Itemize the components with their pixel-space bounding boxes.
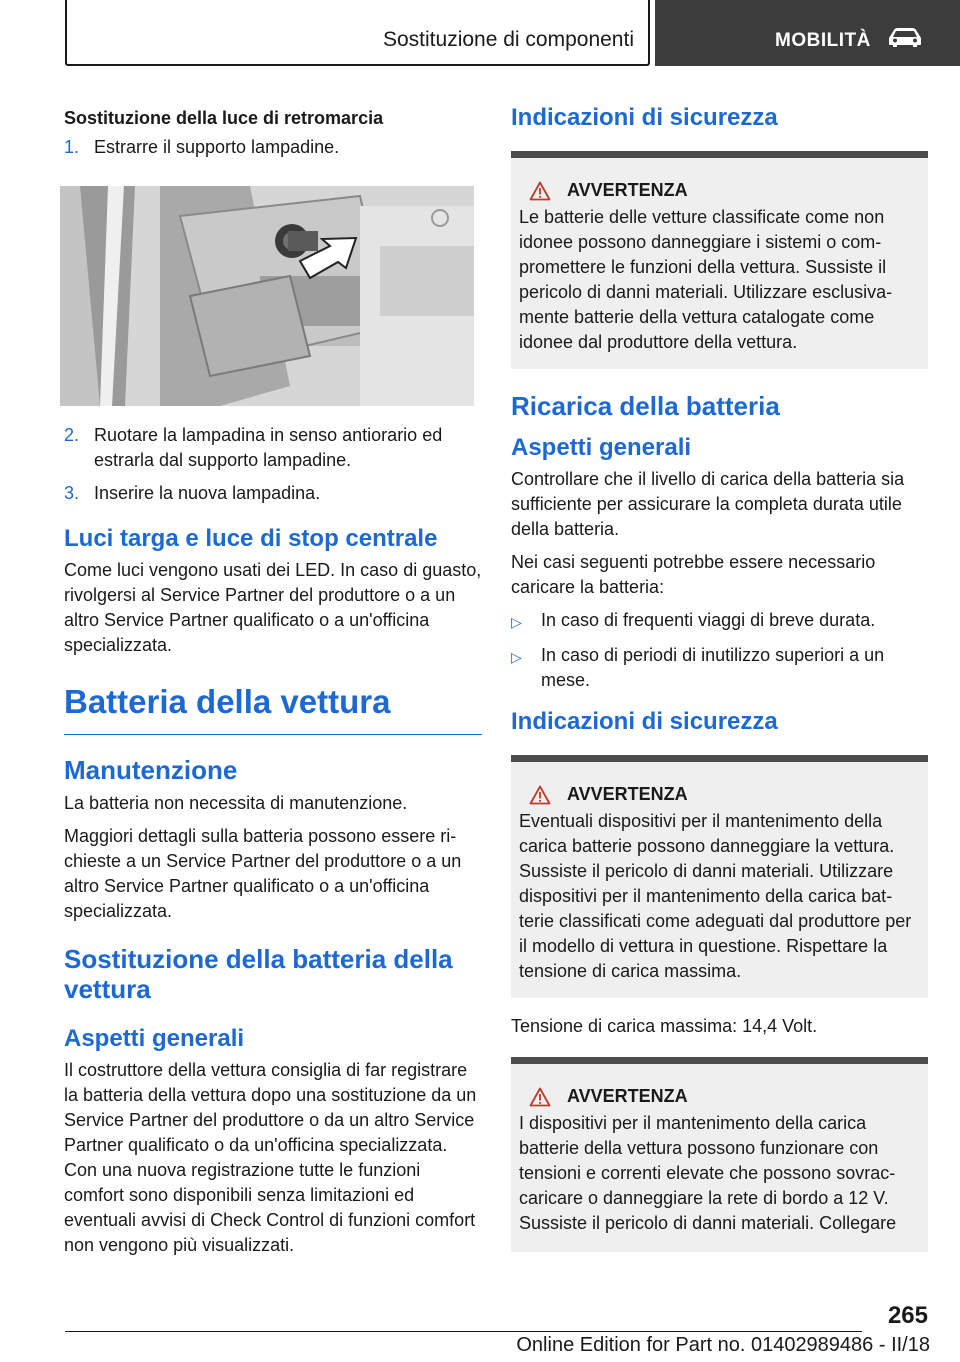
warning-label: AVVERTENZA [567, 180, 688, 200]
list-item-text: In caso di periodi di inutilizzo superiori a un mese. [541, 645, 885, 690]
maintenance-heading: Manutenzione [64, 755, 238, 785]
reverse-light-title: Sostituzione della luce di retromarcia [64, 108, 384, 128]
list-item [511, 643, 928, 693]
charging-heading: Ricarica della batteria [511, 391, 780, 421]
list-item-text: In caso di frequenti viaggi di breve durata. [541, 610, 876, 630]
safety-heading: Indicazioni di sicurezza [511, 708, 778, 735]
bullet-icon: ▷ [511, 649, 522, 665]
warning-text: Eventuali dispositivi per il mantenimento della carica batterie possono danneggiare la vettura. Sussiste il pericolo di danni materiali. Utilizzare dispositivi per il mantenimento della carica batterie classificati come adeguati dal produttore per il modello di vettura in questione. Rispettare la tensione di carica massima. [519, 811, 912, 981]
warning-box [511, 1057, 928, 1252]
warning-box [511, 755, 928, 998]
chapter-title: MOBILITÀ [775, 30, 871, 51]
warning-label: AVVERTENZA [567, 784, 688, 804]
left-column [64, 100, 482, 1266]
warning-triangle-icon [529, 181, 551, 201]
step-text: Estrarre il supporto lampadine. [94, 137, 340, 157]
step-item [64, 135, 482, 160]
maintenance-details: Maggiori dettagli sulla batteria possono essere richieste a un Service Partner del produttore o a un altro Service Partner qualificato o a un'officina specializzata. [64, 826, 462, 921]
warning-box [511, 151, 928, 369]
warning-title [529, 1086, 920, 1107]
section-title: Sostituzione di componenti [383, 28, 634, 51]
step-number: 2. [64, 425, 80, 445]
warning-text: I dispositivi per il mantenimento della carica batterie della vettura possono funzionare con tensioni e correnti elevate che possono sovraccaricare o danneggiare la rete di bordo a 12 V. Sussiste il pericolo di danni materiali. Collegare [519, 1113, 897, 1233]
charging-text: Controllare che il livello di carica della batteria sia sufficiente per assicurare la completa durata utile della batteria. [511, 469, 905, 539]
warning-title [529, 180, 920, 201]
edition-note: Online Edition for Part no. 01402989486 - II/18 [516, 1334, 930, 1356]
footer-divider [65, 1331, 862, 1332]
bullet-icon: ▷ [511, 614, 522, 630]
charging-general-heading: Aspetti generali [511, 434, 692, 461]
plate-lights-heading: Luci targa e luce di stop centrale [64, 525, 438, 552]
maintenance-text: La batteria non necessita di manutenzione. [64, 793, 408, 813]
warning-title [529, 784, 920, 805]
step-text: Ruotare la lampadina in senso antiorario ed estrarla dal supporto lampadine. [94, 425, 443, 470]
step-number: 1. [64, 137, 80, 157]
registration-text: Il costruttore della vettura consiglia di far registrare la batteria della vettura dopo una sostituzione da un Service Partner del produttore o da un altro Service Partner qualificato o da un'officina specializzata. Con una nuova registrazione tutte le funzioni comfort sono disponibili senza limitazioni ed eventuali avvisi di Check Control di funzioni comfort non vengono più visualizzati. [64, 1060, 477, 1255]
warning-text: Le batterie delle vetture classificate come non idonee possono danneggiare i sistemi o compromettere le funzioni della vettura. Sussiste il pericolo di danni materiali. Utilizzare esclusivamente batterie della vettura catalogate come idonee dal produttore della vettura. [519, 207, 893, 352]
chapter-tab[interactable] [655, 0, 960, 66]
step-text: Inserire la nuova lampadina. [94, 483, 321, 503]
step-number: 3. [64, 483, 80, 503]
warning-label: AVVERTENZA [567, 1086, 688, 1106]
page-number: 265 [887, 1302, 928, 1329]
warning-triangle-icon [529, 785, 551, 805]
step-item [64, 423, 482, 473]
header-section-frame [65, 0, 650, 66]
general-heading: Aspetti generali [64, 1025, 245, 1052]
safety-heading: Indicazioni di sicurezza [511, 104, 778, 131]
plate-lights-text: Come luci vengono usati dei LED. In caso di guasto, rivolgersi al Service Partner del produttore o a un altro Service Partner qualificato o a un'officina specializzata. [64, 560, 482, 655]
right-column [511, 100, 928, 1268]
list-item [511, 608, 928, 635]
step-item [64, 481, 482, 506]
charging-cases-intro: Nei casi seguenti potrebbe essere necessario caricare la batteria: [511, 552, 876, 597]
battery-heading: Batteria della vettura [64, 682, 482, 735]
max-voltage-text: Tensione di carica massima: 14,4 Volt. [511, 1016, 818, 1036]
car-icon [885, 26, 925, 48]
bulb-holder-illustration [60, 186, 474, 406]
warning-triangle-icon [529, 1087, 551, 1107]
battery-replacement-heading: Sostituzione della batteria della vettura [64, 944, 453, 1004]
